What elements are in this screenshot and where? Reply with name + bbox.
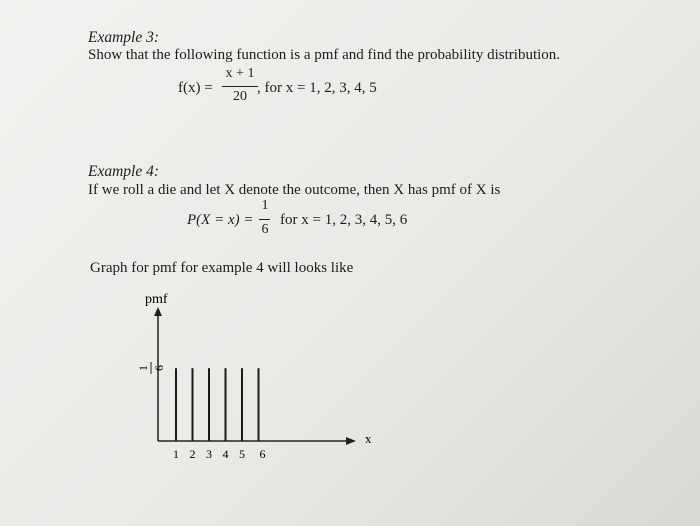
y-axis-label: pmf: [145, 292, 168, 307]
x-axis-arrow: [346, 437, 356, 445]
x-tick-labels-group: [173, 447, 266, 461]
x-tick-label-3: 3: [206, 447, 212, 461]
example3-heading: Example 3:: [88, 29, 160, 46]
example4-formula-denominator: 6: [261, 222, 269, 237]
x-tick-label-1: 1: [173, 447, 179, 461]
x-tick-label-2: 2: [189, 447, 196, 461]
x-tick-label-5: 5: [239, 447, 245, 461]
example4-formula-domain: for x = 1, 2, 3, 4, 5, 6: [280, 212, 408, 228]
y-axis-arrow: [154, 307, 162, 316]
y-tick-denominator: 6: [152, 365, 166, 371]
bars-group: [176, 368, 259, 441]
x-axis-label: x: [365, 431, 372, 446]
y-tick-fraction: [136, 362, 166, 374]
example3-formula-lhs: f(x) =: [178, 80, 213, 96]
x-tick-label-4: 4: [222, 447, 229, 461]
x-tick-label-6: 6: [259, 447, 266, 461]
graph-caption: Graph for pmf for example 4 will looks like: [90, 260, 354, 276]
example4-formula-lhs: P(X = x) =: [187, 212, 254, 228]
example3-statement: Show that the following function is a pmf and find the probability distribution.: [88, 47, 561, 63]
y-tick-numerator: 1: [136, 365, 150, 371]
example3-formula-denominator: 20: [233, 89, 247, 104]
example3-formula-domain: , for x = 1, 2, 3, 4, 5: [257, 80, 377, 96]
example4-formula-numerator: 1: [261, 198, 269, 213]
example4-heading: Example 4:: [88, 163, 160, 180]
example4-statement: If we roll a die and let X denote the outcome, then X has pmf of X is: [88, 182, 501, 198]
example3-formula-numerator: x + 1: [225, 66, 255, 81]
